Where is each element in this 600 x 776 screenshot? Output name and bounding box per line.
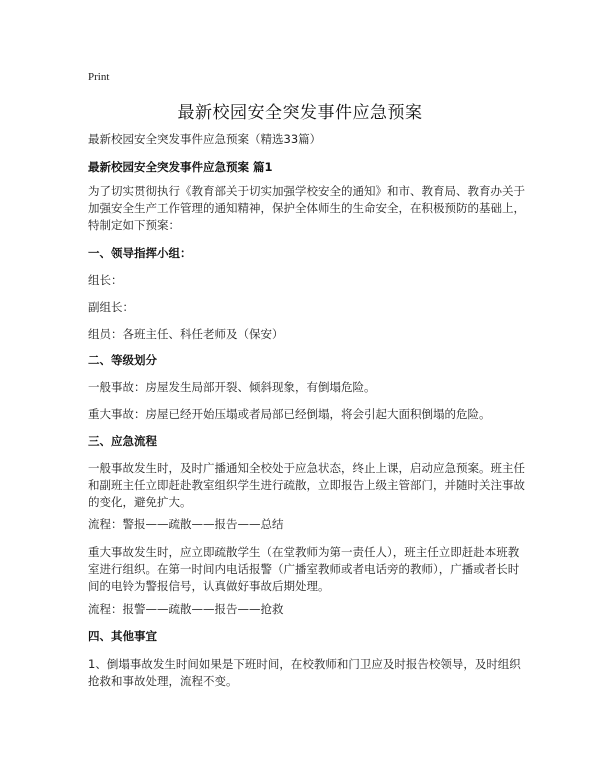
flow-general: 流程：警报——疏散——报告——总结 xyxy=(88,517,284,531)
document-subtitle: 最新校园安全突发事件应急预案（精选33篇） xyxy=(88,132,322,146)
print-label: Print xyxy=(88,71,110,83)
item-group-members: 组员：各班主任、科任老师及（保安） xyxy=(88,327,284,341)
heading-emergency-process: 三、应急流程 xyxy=(88,434,157,448)
section-heading: 最新校园安全突发事件应急预案 篇1 xyxy=(88,160,273,174)
item-general-accident: 一般事故：房屋发生局部开裂、倾斜现象，有倒塌危险。 xyxy=(88,380,376,394)
paragraph-general-accident-process: 一般事故发生时，及时广播通知全校处于应急状态，终止上课，启动应急预案。班主任和副班主任立即赶赴教室组织学生进行疏散，立即报告上级主管部门，并随时关注事故的变化，避免扩大。 xyxy=(88,461,525,509)
item-group-leader: 组长： xyxy=(88,273,123,287)
paragraph-major-accident-process: 重大事故发生时，应立即疏散学生（在堂教师为第一责任人），班主任立即赶赴本班教室进行组织。在第一时间内电话报警（广播室教师或者电话旁的教师），广播或者长时间的电铃为警报信号，认真做好事故后期处理。 xyxy=(88,545,520,593)
heading-level-classification: 二、等级划分 xyxy=(88,353,157,367)
intro-paragraph: 为了切实贯彻执行《教育部关于切实加强学校安全的通知》和市、教育局、教育办关于加强安全生产工作管理的通知精神，保护全体师生的生命安全，在积极预防的基础上，特制定如下预案： xyxy=(88,184,525,232)
item-major-accident: 重大事故：房屋已经开始压塌或者局部已经倒塌，将会引起大面积倒塌的危险。 xyxy=(88,407,491,421)
document-title: 最新校园安全突发事件应急预案 xyxy=(177,103,423,123)
heading-leadership-group: 一、领导指挥小组： xyxy=(88,246,192,260)
item-other-1: 1、倒塌事故发生时间如果是下班时间，在校教师和门卫应及时报告校领导，及时组织抢救和事故处理，流程不变。 xyxy=(88,657,521,688)
flow-major: 流程：报警——疏散——报告——抢救 xyxy=(88,602,284,616)
heading-other-matters: 四、其他事宜 xyxy=(88,629,157,643)
item-deputy-leader: 副组长： xyxy=(88,300,134,314)
